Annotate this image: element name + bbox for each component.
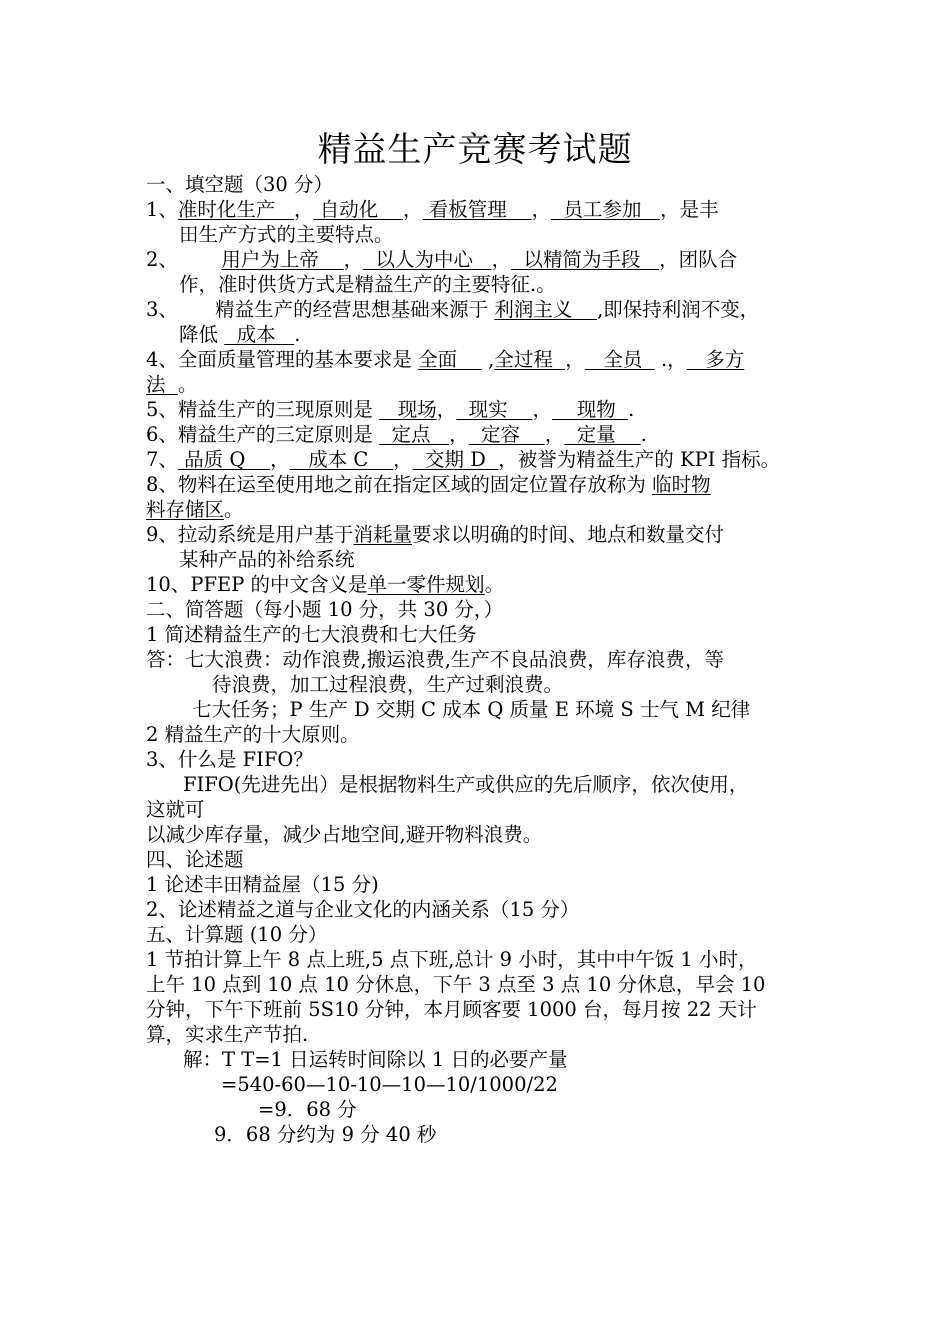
section-header-essay: 四、论述题	[146, 848, 244, 871]
answer-blank: 成本	[224, 323, 295, 346]
answer-blank: 以精简为手段	[511, 248, 660, 271]
question-text: 精益生产的三定原则是	[177, 423, 380, 446]
question-text: ，团队合	[659, 248, 738, 271]
question-text: 要求以明确的时间、地点和数量交付	[411, 523, 724, 546]
question-text: 拉动系统是用户基于	[177, 523, 354, 546]
question-3	[146, 297, 826, 322]
essay-question-2: 2、论述精益之道与企业文化的内涵关系（15 分）	[146, 898, 580, 921]
question-4	[146, 347, 826, 372]
calc-question-line-3: 分钟，下午下班前 5S10 分钟，本月顾客要 1000 台，每月按 22 天计	[146, 998, 757, 1021]
separator: ，	[531, 198, 552, 221]
section-header-fill-blank: 一、填空题（30 分）	[146, 173, 334, 196]
question-number: 3、	[146, 298, 178, 321]
answer-3-line-3: 以减少库存量，减少占地空间,避开物料浪费。	[146, 823, 543, 846]
question-9-continued: 某种产品的补给系统	[179, 548, 355, 571]
separator: ,	[481, 348, 495, 371]
answer-blank: 定量	[564, 423, 641, 446]
answer-blank: 全面	[418, 348, 482, 371]
answer-blank: 现物	[551, 398, 629, 421]
question-text: 精益生产的经营思想基础来源于	[177, 298, 495, 321]
question-text: 全面质量管理的基本要求是	[177, 348, 419, 371]
document-body	[146, 172, 826, 1147]
separator: ，	[449, 423, 469, 446]
answer-blank: 准时化生产	[177, 198, 295, 221]
question-text: ，被誉为精益生产的 KPI 指标。	[498, 448, 781, 471]
separator: ，	[294, 198, 314, 221]
answer-blank: 料存储区	[146, 498, 225, 521]
separator: .	[628, 398, 635, 421]
question-number: 9、	[146, 523, 178, 546]
calc-question-line-2: 上午 10 点到 10 点 10 分休息，下午 3 点至 3 点 10 分休息，早会 10	[146, 973, 766, 996]
question-text: 降低	[179, 323, 225, 346]
question-text: ，是丰	[660, 198, 719, 221]
question-10	[146, 572, 826, 597]
calc-question-line-1: 1 节拍计算上午 8 点上班,5 点下班,总计 9 小时，其中中午饭 1 小时，	[146, 948, 758, 971]
question-3-continued	[146, 322, 826, 347]
separator: ，	[532, 398, 552, 421]
question-9	[146, 522, 826, 547]
short-question-3: 3、什么是 FIFO？	[146, 748, 313, 771]
question-number: 1、	[146, 198, 178, 221]
question-4-continued	[146, 372, 826, 397]
question-text: 。	[177, 373, 198, 396]
separator: ，	[436, 398, 457, 421]
question-7	[146, 447, 826, 472]
solution-line-2: =540-60—10-10—10—10/1000/22	[221, 1073, 558, 1096]
separator: .	[640, 423, 647, 446]
answer-blank: 多方	[686, 348, 745, 371]
question-text: 。	[484, 573, 505, 596]
question-text: ,即保持利润不变，	[597, 298, 760, 321]
question-text: 精益生产的三现原则是	[177, 398, 380, 421]
answer-blank: 员工参加	[551, 198, 661, 221]
question-text: .	[294, 323, 301, 346]
section-header-short-answer: 二、简答题（每小题 10 分，共 30 分，）	[146, 598, 504, 621]
question-number: 2、	[146, 248, 178, 271]
separator: ，	[393, 448, 413, 471]
answer-blank: 全员	[584, 348, 655, 371]
question-2-continued: 作，准时供货方式是精益生产的主要特征.。	[179, 273, 556, 296]
answer-blank: 交期 D	[412, 448, 499, 471]
separator: ，	[491, 248, 512, 271]
answer-blank: 全过程	[494, 348, 566, 371]
question-2	[146, 247, 826, 272]
separator: ，	[403, 198, 423, 221]
answer-1-line-3: 七大任务；P 生产 D 交期 C 成本 Q 质量 E 环境 S 士气 M 纪律	[192, 698, 751, 721]
separator: ，	[544, 423, 565, 446]
solution-line-3: =9．68 分	[258, 1098, 357, 1121]
answer-blank: 品质 Q	[177, 448, 271, 471]
answer-1-line-1: 答：七大浪费：动作浪费,搬运浪费,生产不良品浪费，库存浪费，等	[146, 648, 724, 671]
answer-blank: 成本 C	[289, 448, 394, 471]
answer-blank: 利润主义	[494, 298, 598, 321]
answer-blank: 现场	[379, 398, 437, 421]
question-text: 物料在运至使用地之前在指定区域的固定位置存放称为	[177, 473, 653, 496]
short-question-1: 1 简述精益生产的七大浪费和七大任务	[146, 623, 477, 646]
question-number: 4、	[146, 348, 178, 371]
question-number: 5、	[146, 398, 178, 421]
page-title: 精益生产竞赛考试题	[317, 130, 633, 170]
answer-blank: 用户为上帝	[221, 248, 344, 271]
indent	[178, 248, 221, 271]
question-6	[146, 422, 826, 447]
section-header-calculation: 五、计算题 (10 分）	[146, 923, 328, 946]
answer-blank: 自动化	[313, 198, 404, 221]
answer-blank: 现实	[456, 398, 533, 421]
question-number: 8、	[146, 473, 178, 496]
question-8-continued	[146, 497, 826, 522]
solution-line-1: 解：T T=1 日运转时间除以 1 日的必要产量	[183, 1048, 568, 1071]
answer-blank: 单一零件规划	[367, 573, 485, 596]
question-number: 10、	[146, 573, 191, 596]
solution-line-4: 9．68 分约为 9 分 40 秒	[214, 1123, 437, 1146]
question-8	[146, 472, 826, 497]
answer-3-line-1: FIFO(先进先出）是根据物料生产或供应的先后顺序，依次使用，	[183, 773, 749, 796]
answer-blank: 法	[146, 373, 178, 396]
answer-blank: 定点	[379, 423, 450, 446]
answer-3-line-2: 这就可	[146, 798, 205, 821]
question-1	[146, 197, 826, 222]
short-question-2: 2 精益生产的十大原则。	[146, 723, 360, 746]
question-5	[146, 397, 826, 422]
answer-blank: 临时物	[652, 473, 711, 496]
separator: ，	[343, 248, 364, 271]
answer-blank: 以人为中心	[363, 248, 492, 271]
separator: .，	[654, 348, 687, 371]
question-text: PFEP 的中文含义是	[190, 573, 368, 596]
question-text: 。	[224, 498, 244, 521]
answer-blank: 定容	[468, 423, 545, 446]
answer-blank: 消耗量	[353, 523, 412, 546]
calc-question-line-4: 算，实求生产节拍.	[146, 1023, 309, 1046]
answer-blank: 看板管理	[422, 198, 532, 221]
essay-question-1: 1 论述丰田精益屋（15 分)	[146, 873, 379, 896]
question-number: 6、	[146, 423, 178, 446]
question-1-continued: 田生产方式的主要特点。	[179, 223, 394, 246]
separator: ，	[270, 448, 290, 471]
question-number: 7、	[146, 448, 178, 471]
separator: ，	[565, 348, 585, 371]
answer-1-line-2: 待浪费，加工过程浪费，生产过剩浪费。	[212, 673, 564, 696]
